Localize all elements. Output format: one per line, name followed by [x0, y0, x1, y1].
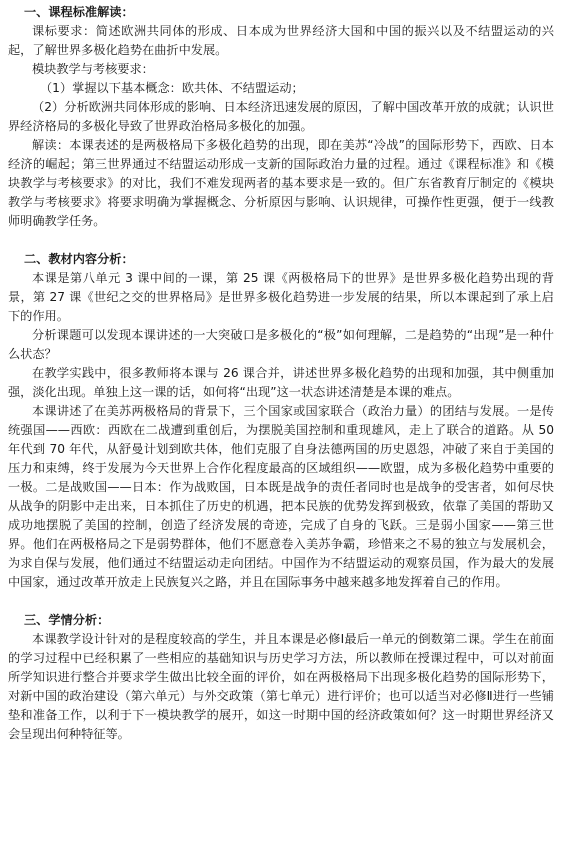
interpretation-paragraph: 解读：本课表述的是两极格局下多极化趋势的出现，即在美苏“冷战”的国际形势下，西欧、日本经济的崛起；第三世界通过不结盟运动形成一支新的国际政治力量的过程。通过《课程标准》和《模块教学与考核要求》的对比，我们不难发现两者的基本要求是一致的。但广东省教育厅制定的《模块教学与考核要求》将要求明确为掌握概念、分析原因与影响、认识规律，可操作性更强，便于一线教师明确教学任务。 — [8, 138, 554, 228]
textbook-paragraph-4: 本课讲述了在美苏两极格局的背景下，三个国家或国家联合（政治力量）的团结与发展。一是传统强国——西欧：西欧在二战遭到重创后，为摆脱美国控制和重现雄风，走上了联合的道路。从 50 年代到 70 年代，从舒曼计划到欧共体，他们克服了自身法德两国的历史恩怨，冲破了来自于美国的压力和束缚，终于发展为今天世界上合作化程度最高的区域组织——欧盟，成为多极化趋势中重要的一极。二是战败国——日本：作为战败国，日本既是战争的责任者同时也是战争的受害者，如何尽快从战争的阴影中走出来，日本抓住了历史的机遇，把本民族的优势发挥到极致，依靠了美国的帮助又成功地摆脱了美国的控制，创造了经济发展的奇迹，完成了自身的飞跃。三是弱小国家——第三世界。他们在两极格局之下是弱势群体，他们不愿意卷入美苏争霸，珍惜来之不易的独立与发展机会，为求自保与发展，他们通过不结盟运动走向团结。中国作为不结盟运动的观察员国，作为最大的发展中国家，通过改革开放走上民族复兴之路，并且在国际事务中越来越多地发挥着自己的作用。 — [8, 404, 554, 589]
module-requirements-title: 模块教学与考核要求： — [32, 62, 154, 76]
textbook-paragraph-3: 在教学实践中，很多教师将本课与 26 课合并，讲述世界多极化趋势的出现和加强，其中侧重加强，淡化出现。单独上这一课的话，如何将“出现”这一状态讲述清楚是本课的难点。 — [8, 366, 554, 399]
section-heading-students: 三、学情分析： — [24, 613, 110, 627]
students-paragraph-1: 本课教学设计针对的是程度较高的学生，并且本课是必修Ⅰ最后一单元的倒数第二课。学生在前面的学习过程中已经积累了一些相应的基础知识与历史学习方法，所以教师在授课过程中，可以对前面所学知识进行整合并要求学生做出比较全面的评价，如在两极格局下出现多极化趋势的国际形势下，对新中国的政治建设（第六单元）与外交政策（第七单元）进行评价；也可以适当对必修Ⅱ进行一些铺垫和准备工作，以利于下一模块教学的展开，如这一时期中国的经济政策如何？这一时期世界经济又会呈现出何种特征等。 — [8, 632, 554, 741]
section-gap — [8, 592, 554, 611]
section-heading-curriculum: 一、课程标准解读： — [24, 5, 134, 19]
section-gap — [8, 231, 554, 250]
requirement-item-2: （2）分析欧洲共同体形成的影响、日本经济迅速发展的原因，了解中国改革开放的成就；认识世界经济格局的多极化导致了世界政治格局多极化的加强。 — [8, 100, 554, 133]
textbook-paragraph-2: 分析课题可以发现本课讲述的一大突破口是多极化的“极”如何理解，二是趋势的“出现”是一种什么状态？ — [8, 328, 554, 361]
section-heading-textbook: 二、教材内容分析： — [24, 252, 134, 266]
textbook-paragraph-1: 本课是第八单元 3 课中间的一课，第 25 课《两极格局下的世界》是世界多极化趋势出现的背景，第 27 课《世纪之交的世界格局》是世界多极化趋势进一步发展的结果，所以本课起到了承上启下的作用。 — [8, 271, 554, 323]
requirement-item-1: （1）掌握以下基本概念：欧共体、不结盟运动； — [40, 81, 304, 95]
curriculum-standard-paragraph: 课标要求：简述欧洲共同体的形成、日本成为世界经济大国和中国的振兴以及不结盟运动的兴起，了解世界多极化趋势在曲折中发展。 — [8, 24, 554, 57]
